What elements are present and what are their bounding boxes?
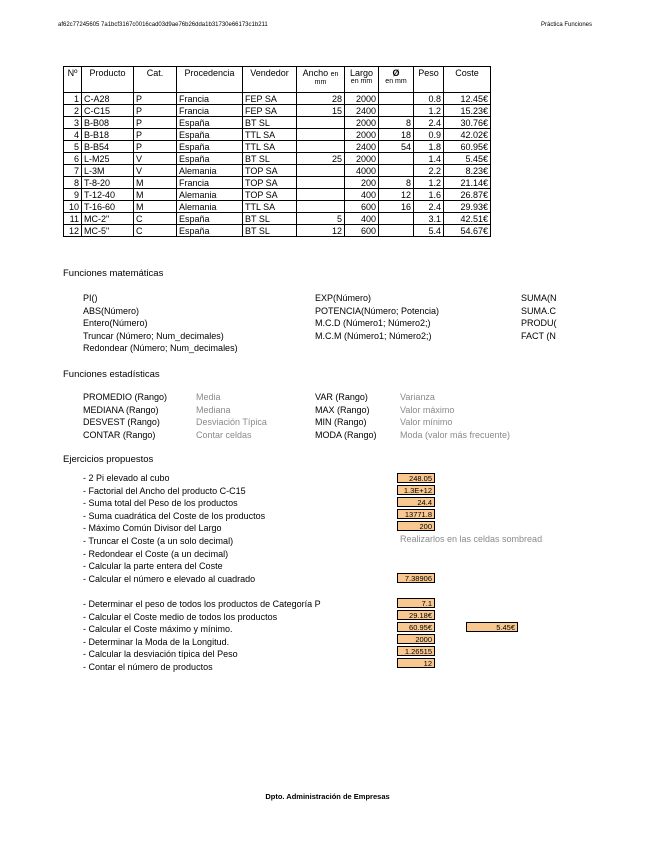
cell-largo: 400 xyxy=(345,189,379,201)
cell-largo: 2000 xyxy=(345,153,379,165)
cell-num: 2 xyxy=(64,105,82,117)
result-cell[interactable]: 29.18€ xyxy=(397,610,435,620)
cell-largo: 2000 xyxy=(345,93,379,105)
cell-largo: 600 xyxy=(345,225,379,237)
cell-diametro: 12 xyxy=(379,189,414,201)
cell-peso: 2.4 xyxy=(414,117,444,129)
fn-pi: PI() xyxy=(83,293,98,303)
products-table xyxy=(63,66,491,237)
cell-coste: 21.14€ xyxy=(444,177,491,189)
cell-cat: V xyxy=(134,165,177,177)
table-row xyxy=(64,189,491,201)
table-row xyxy=(64,129,491,141)
cell-ancho: 5 xyxy=(297,213,345,225)
cell-cat: M xyxy=(134,189,177,201)
cell-producto: C-C15 xyxy=(82,105,134,117)
fn-promedio: PROMEDIO (Rango) xyxy=(83,392,168,402)
cell-coste: 8.23€ xyxy=(444,165,491,177)
cell-coste: 30.76€ xyxy=(444,117,491,129)
exercise-item: - 2 Pi elevado al cubo xyxy=(83,473,170,483)
cell-cat: P xyxy=(134,93,177,105)
cell-cat: C xyxy=(134,225,177,237)
cell-peso: 2.2 xyxy=(414,165,444,177)
exercise-item: - Calcular la parte entera del Coste xyxy=(83,561,223,572)
cell-largo: 200 xyxy=(345,177,379,189)
cell-ancho xyxy=(297,129,345,141)
exercise-item: - Suma cuadrática del Coste de los productos xyxy=(83,510,266,521)
fn-mcm: M.C.M (Número1; Número2;) xyxy=(315,330,432,341)
cell-vendedor: BT SL xyxy=(243,225,297,237)
table-row xyxy=(64,165,491,177)
cell-ancho xyxy=(297,117,345,129)
doc-id: af62c77245605 7a1bcf3167c0016cad03d9ae76b26dda1b31730e66173c1b211 xyxy=(58,22,268,28)
col-cat: Cat. xyxy=(134,67,177,93)
cell-ancho xyxy=(297,201,345,213)
table-row xyxy=(64,153,491,165)
cell-producto: T-16-60 xyxy=(82,201,134,213)
exercises-group2 xyxy=(83,598,321,674)
col-producto: Producto xyxy=(82,67,134,93)
cell-procedencia: Francia xyxy=(177,105,243,117)
desc-minimo: Valor mínimo xyxy=(400,417,453,428)
table-header-row xyxy=(64,67,491,93)
table-row xyxy=(64,213,491,225)
fn-abs: ABS(Número) xyxy=(83,305,140,316)
cell-cat: V xyxy=(134,153,177,165)
cell-diametro xyxy=(379,225,414,237)
doc-title: Práctica Funciones xyxy=(541,22,593,28)
cell-procedencia: España xyxy=(177,225,243,237)
col-largo-label: Largo xyxy=(349,68,374,78)
cell-coste: 60.95€ xyxy=(444,141,491,153)
table-row xyxy=(64,117,491,129)
cell-peso: 0.8 xyxy=(414,93,444,105)
fn-entero: Entero(Número) xyxy=(83,318,148,329)
cell-procedencia: Francia xyxy=(177,93,243,105)
fn-exp: EXP(Número) xyxy=(315,293,372,303)
cell-largo: 2000 xyxy=(345,129,379,141)
exercise-item: - Truncar el Coste (a un solo decimal) xyxy=(83,535,234,546)
cell-vendedor: TTL SA xyxy=(243,129,297,141)
cell-diametro: 54 xyxy=(379,141,414,153)
col-vendedor: Vendedor xyxy=(243,67,297,93)
cell-largo: 2400 xyxy=(345,105,379,117)
fn-sumac: SUMA.C xyxy=(521,305,557,316)
cell-num: 10 xyxy=(64,201,82,213)
cell-vendedor: FEP SA xyxy=(243,93,297,105)
cell-num: 3 xyxy=(64,117,82,129)
cell-vendedor: BT SL xyxy=(243,153,297,165)
cell-producto: C-A28 xyxy=(82,93,134,105)
exercise-item: - Calcular el Coste medio de todos los productos xyxy=(83,611,278,622)
cell-ancho: 15 xyxy=(297,105,345,117)
cell-cat: P xyxy=(134,117,177,129)
result-cell[interactable]: 248.05 xyxy=(397,473,435,483)
cell-peso: 1.6 xyxy=(414,189,444,201)
cell-largo: 400 xyxy=(345,213,379,225)
exercise-item: - Máximo Común Divisor del Largo xyxy=(83,523,222,534)
cell-procedencia: Alemania xyxy=(177,189,243,201)
cell-ancho: 28 xyxy=(297,93,345,105)
fn-min: MIN (Rango) xyxy=(315,417,367,428)
col-peso: Peso xyxy=(414,67,444,93)
cell-coste: 15.23€ xyxy=(444,105,491,117)
cell-coste: 42.02€ xyxy=(444,129,491,141)
fn-var: VAR (Rango) xyxy=(315,392,368,402)
cell-peso: 3.1 xyxy=(414,213,444,225)
desc-moda: Moda (valor más frecuente) xyxy=(400,429,511,440)
result-cell[interactable]: 12 xyxy=(397,658,435,668)
cell-vendedor: FEP SA xyxy=(243,105,297,117)
cell-producto: T-12-40 xyxy=(82,189,134,201)
cell-producto: L-M25 xyxy=(82,153,134,165)
table-row xyxy=(64,201,491,213)
cell-diametro xyxy=(379,153,414,165)
cell-ancho xyxy=(297,177,345,189)
cell-ancho xyxy=(297,141,345,153)
cell-diametro xyxy=(379,93,414,105)
fn-mediana: MEDIANA (Rango) xyxy=(83,404,159,415)
cell-procedencia: España xyxy=(177,213,243,225)
stats-left-desc xyxy=(196,391,267,441)
shaded-cells-note: Realizarlos en las celdas sombread xyxy=(400,534,543,544)
desc-desviacion: Desviación Típica xyxy=(196,417,267,428)
col-ancho-unit-a: en xyxy=(330,71,339,78)
result-cell[interactable]: 1.3E+12 xyxy=(397,485,435,495)
cell-procedencia: Francia xyxy=(177,177,243,189)
col-coste: Coste xyxy=(444,67,491,93)
col-diametro xyxy=(379,67,414,93)
fn-mcd: M.C.D (Número1; Número2;) xyxy=(315,318,431,329)
cell-procedencia: Alemania xyxy=(177,201,243,213)
cell-largo: 2400 xyxy=(345,141,379,153)
stats-right-desc xyxy=(400,391,510,441)
desc-contar: Contar celdas xyxy=(196,429,252,440)
cell-num: 4 xyxy=(64,129,82,141)
result-cell[interactable]: 13771.8 xyxy=(397,509,435,519)
cell-diametro: 18 xyxy=(379,129,414,141)
desc-mediana: Mediana xyxy=(196,404,231,415)
cell-diametro: 16 xyxy=(379,201,414,213)
cell-coste: 29.93€ xyxy=(444,201,491,213)
cell-ancho xyxy=(297,189,345,201)
cell-num: 9 xyxy=(64,189,82,201)
table-row xyxy=(64,105,491,117)
exercises-section-title: Ejercicios propuestos xyxy=(63,454,154,465)
cell-cat: M xyxy=(134,177,177,189)
exercise-item: - Redondear el Coste (a un decimal) xyxy=(83,548,229,559)
cell-peso: 1.8 xyxy=(414,141,444,153)
cell-cat: P xyxy=(134,105,177,117)
cell-cat: P xyxy=(134,129,177,141)
cell-vendedor: TOP SA xyxy=(243,177,297,189)
desc-media: Media xyxy=(196,392,221,402)
fn-potencia: POTENCIA(Número; Potencia) xyxy=(315,305,440,316)
cell-peso: 2.4 xyxy=(414,201,444,213)
cell-producto: T-8-20 xyxy=(82,177,134,189)
table-row xyxy=(64,177,491,189)
footer: Dpto. Administración de Empresas xyxy=(265,792,390,801)
cell-ancho: 12 xyxy=(297,225,345,237)
cell-num: 6 xyxy=(64,153,82,165)
stats-left-fn xyxy=(83,391,167,441)
diameter-icon: Ø xyxy=(392,68,400,78)
result-cell[interactable]: 60.95€ xyxy=(397,622,435,632)
cell-cat: C xyxy=(134,213,177,225)
cell-coste: 54.67€ xyxy=(444,225,491,237)
result-cell[interactable]: 7.1 xyxy=(397,598,435,608)
cell-peso: 0.9 xyxy=(414,129,444,141)
cell-vendedor: BT SL xyxy=(243,213,297,225)
cell-num: 8 xyxy=(64,177,82,189)
cell-vendedor: TTL SA xyxy=(243,141,297,153)
col-ancho xyxy=(297,67,345,93)
cell-coste: 5.45€ xyxy=(444,153,491,165)
cell-diametro: 8 xyxy=(379,177,414,189)
exercise-item: - Suma total del Peso de los productos xyxy=(83,498,238,509)
cell-vendedor: TTL SA xyxy=(243,201,297,213)
col-procedencia: Procedencia xyxy=(177,67,243,93)
cell-largo: 600 xyxy=(345,201,379,213)
exercise-item: - Calcular el número e elevado al cuadrado xyxy=(83,573,256,584)
cell-peso: 1.2 xyxy=(414,177,444,189)
cell-peso: 1.2 xyxy=(414,105,444,117)
stats-right-fn xyxy=(315,391,377,441)
cell-procedencia: España xyxy=(177,141,243,153)
fn-contar: CONTAR (Rango) xyxy=(83,429,156,440)
cell-num: 1 xyxy=(64,93,82,105)
exercise-item: - Calcular la desviación típica del Peso xyxy=(83,649,238,660)
col-diametro-unit: en mm xyxy=(385,78,407,85)
cell-coste: 26.87€ xyxy=(444,189,491,201)
exercise-item: - Determinar el peso de todos los productos de Categoría P xyxy=(83,599,321,609)
cell-producto: L-3M xyxy=(82,165,134,177)
result-cell[interactable]: 1.26515 xyxy=(397,646,435,656)
cell-ancho: 25 xyxy=(297,153,345,165)
col-num: Nº xyxy=(64,67,82,93)
result-cell[interactable]: 24.4 xyxy=(397,497,435,507)
cell-num: 12 xyxy=(64,225,82,237)
cell-ancho xyxy=(297,165,345,177)
fn-fact: FACT (N xyxy=(521,330,556,341)
cell-diametro xyxy=(379,213,414,225)
cell-cat: P xyxy=(134,141,177,153)
cell-diametro xyxy=(379,165,414,177)
cell-producto: B-B18 xyxy=(82,129,134,141)
result-cell[interactable]: 200 xyxy=(397,521,435,531)
cell-producto: MC-5" xyxy=(82,225,134,237)
cell-num: 5 xyxy=(64,141,82,153)
col-largo xyxy=(345,67,379,93)
cell-diametro: 8 xyxy=(379,117,414,129)
col-largo-unit: en mm xyxy=(350,78,373,85)
cell-vendedor: TOP SA xyxy=(243,165,297,177)
cell-peso: 1.4 xyxy=(414,153,444,165)
cell-cat: M xyxy=(134,201,177,213)
cell-coste: 42.51€ xyxy=(444,213,491,225)
fn-redondear: Redondear (Número; Num_decimales) xyxy=(83,343,238,354)
exercise-item: - Determinar la Moda de la Longitud. xyxy=(83,636,230,647)
cell-producto: MC-2" xyxy=(82,213,134,225)
table-row xyxy=(64,93,491,105)
cell-diametro xyxy=(379,105,414,117)
desc-varianza: Varianza xyxy=(400,392,435,402)
cell-vendedor: TOP SA xyxy=(243,189,297,201)
desc-maximo: Valor máximo xyxy=(400,404,455,415)
exercise-item: - Contar el número de productos xyxy=(83,661,213,672)
cell-peso: 5.4 xyxy=(414,225,444,237)
math-col2 xyxy=(315,292,439,342)
result-cell[interactable]: 7.38906 xyxy=(397,573,435,583)
cell-producto: B-B08 xyxy=(82,117,134,129)
cell-procedencia: España xyxy=(177,153,243,165)
table-row xyxy=(64,141,491,153)
fn-desvest: DESVEST (Rango) xyxy=(83,417,160,428)
result-cell-min[interactable]: 5.45€ xyxy=(466,622,518,632)
cell-num: 11 xyxy=(64,213,82,225)
cell-largo: 2000 xyxy=(345,117,379,129)
cell-procedencia: España xyxy=(177,129,243,141)
math-section-title: Funciones matemáticas xyxy=(63,268,164,279)
fn-truncar: Truncar (Número; Num_decimales) xyxy=(83,330,224,341)
fn-max: MAX (Rango) xyxy=(315,404,370,415)
cell-coste: 12.45€ xyxy=(444,93,491,105)
col-ancho-unit-b: mm xyxy=(314,79,327,86)
fn-suma: SUMA(N xyxy=(521,293,557,303)
fn-moda: MODA (Rango) xyxy=(315,429,377,440)
cell-num: 7 xyxy=(64,165,82,177)
stats-section-title: Funciones estadísticas xyxy=(63,369,160,380)
exercises-group1 xyxy=(83,472,265,585)
math-col3 xyxy=(521,292,655,342)
cell-procedencia: Alemania xyxy=(177,165,243,177)
exercise-item: - Calcular el Coste máximo y mínimo. xyxy=(83,624,233,635)
cell-procedencia: España xyxy=(177,117,243,129)
fn-producto: PRODU( xyxy=(521,318,557,329)
cell-largo: 4000 xyxy=(345,165,379,177)
math-col1 xyxy=(83,292,238,355)
cell-producto: B-B54 xyxy=(82,141,134,153)
cell-vendedor: BT SL xyxy=(243,117,297,129)
exercise-item: - Factorial del Ancho del producto C-C15 xyxy=(83,485,246,496)
result-cell[interactable]: 2000 xyxy=(397,634,435,644)
col-ancho-label: Ancho xyxy=(302,68,329,78)
table-row xyxy=(64,225,491,237)
